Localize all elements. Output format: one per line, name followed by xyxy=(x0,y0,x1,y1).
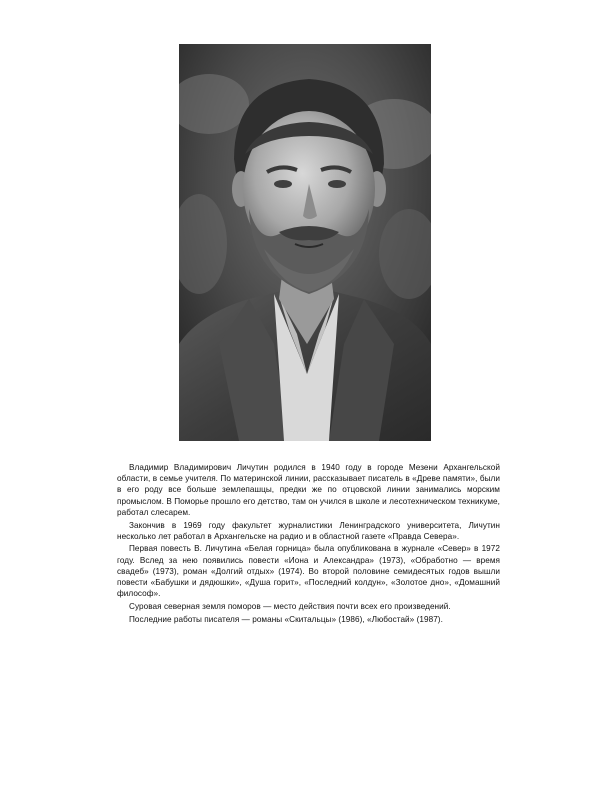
biography-paragraph-5: Последние работы писателя — романы «Скитальцы» (1986), «Любостай» (1987). xyxy=(129,614,443,624)
author-portrait-icon xyxy=(179,44,431,441)
biography-text xyxy=(117,462,500,626)
biography-paragraph-3: Первая повесть В. Личутина «Белая горница» была опубликована в журнале «Север» в 1972 году. Вслед за нею появились повести «Иона и Александра» (1973), «Обработно — время свадеб» (1973), роман «Долгий отдых» (1974). Во второй половине семидесятых годов вышли повести «Бабушки и дядюшки», «Душа горит», «Последний колдун», «Золотое дно», «Домашний философ». xyxy=(117,544,500,599)
author-photo xyxy=(179,44,431,441)
biography-paragraph-2: Закончив в 1969 году факультет журналистики Ленинградского университета, Личутин несколько лет работал в Архангельске на радио и в областной газете «Правда Севера». xyxy=(117,520,500,541)
biography-paragraph-1: Владимир Владимирович Личутин родился в 1940 году в городе Мезени Архангельской области, в семье учителя. По материнской линии, рассказывает писатель в «Древе памяти», были в его роду все больше землепашцы, предки же по отцовской линии занимались морским промыслом. В Поморье прошло его детство, там он учился в школе и лесотехническом техникуме, работал слесарем. xyxy=(117,463,500,517)
biography-paragraph-4: Суровая северная земля поморов — место действия почти всех его произведений. xyxy=(129,601,451,611)
